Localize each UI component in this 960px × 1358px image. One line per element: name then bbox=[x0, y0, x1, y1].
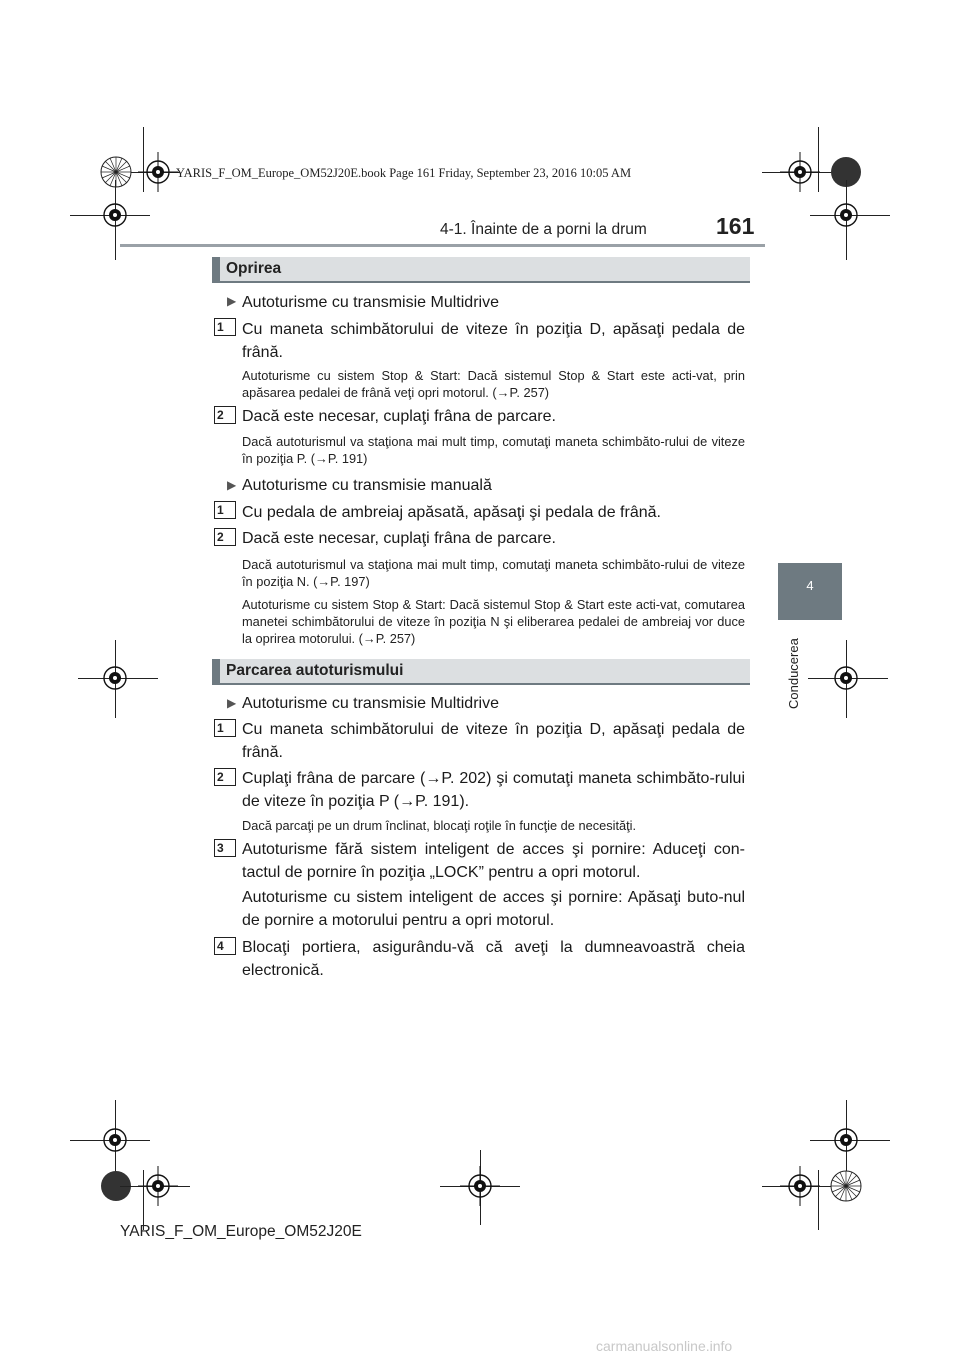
registration-mark-icon bbox=[826, 195, 866, 235]
watermark: carmanualsonline.info bbox=[596, 1338, 733, 1354]
step-note: Autoturisme cu sistem Stop & Start: Dacă sistemul Stop & Start este acti-vat, comutarea manetei schimbătorului de viteze în poziţia N şi eliberarea pedalei de ambreiaj vor duce la oprirea motorului. (→P. 257) bbox=[242, 597, 745, 646]
chapter-label-text: Conducerea bbox=[786, 638, 801, 709]
running-header: 4-1. Înainte de a porni la drum bbox=[440, 221, 647, 238]
step-number: 3 bbox=[214, 839, 236, 857]
step-number: 1 bbox=[214, 501, 236, 519]
section-heading-parking bbox=[212, 659, 750, 685]
starburst-mark-icon bbox=[100, 156, 132, 188]
step-text: Cu pedala de ambreiaj apăsată, apăsaţi şi pedala de frână. bbox=[242, 504, 661, 521]
subheading-multidrive: Autoturisme cu transmisie Multidrive bbox=[242, 695, 499, 712]
registration-mark-icon bbox=[138, 1166, 178, 1206]
registration-mark-icon bbox=[780, 1166, 820, 1206]
registration-mark-icon bbox=[95, 1120, 135, 1160]
page-number: 161 bbox=[716, 213, 755, 239]
step-text: Autoturisme fără sistem inteligent de acces şi pornire: Aduceţi con-tactul de pornire în poziţia „LOCK” pentru a opri motorul. bbox=[242, 841, 745, 881]
subheading-manual: Autoturisme cu transmisie manuală bbox=[242, 477, 492, 494]
header-rule bbox=[120, 244, 765, 247]
subheading-multidrive: Autoturisme cu transmisie Multidrive bbox=[242, 294, 499, 311]
registration-mark-icon bbox=[826, 658, 866, 698]
footer-code: YARIS_F_OM_Europe_OM52J20E bbox=[120, 1223, 362, 1240]
step-text: Cuplaţi frâna de parcare (→P. 202) şi comutaţi maneta schimbăto-rului de viteze în poziţia P (→P. 191). bbox=[242, 770, 745, 810]
registration-mark-icon bbox=[138, 152, 178, 192]
registration-mark-icon bbox=[826, 1120, 866, 1160]
step-text: Cu maneta schimbătorului de viteze în poziţia D, apăsaţi pedala de frână. bbox=[242, 721, 745, 761]
starburst-mark-icon bbox=[830, 1170, 862, 1202]
section-title: Parcarea autoturismului bbox=[226, 662, 404, 679]
registration-mark-icon bbox=[780, 152, 820, 192]
registration-mark-icon bbox=[460, 1166, 500, 1206]
right-triangle-icon: ▶ bbox=[227, 294, 237, 308]
step-number: 2 bbox=[214, 406, 236, 424]
section-heading-stopping bbox=[212, 257, 750, 283]
step-number: 2 bbox=[214, 768, 236, 786]
chapter-label bbox=[782, 631, 804, 711]
registration-mark-icon bbox=[95, 658, 135, 698]
step-number: 1 bbox=[214, 318, 236, 336]
step-note: Autoturisme cu sistem Stop & Start: Dacă sistemul Stop & Start este acti-vat, prin apăsarea pedalei de frână veţi opri motorul. (→P. 257) bbox=[242, 368, 745, 400]
print-info: YARIS_F_OM_Europe_OM52J20E.book Page 161 Friday, September 23, 2016 10:05 AM bbox=[176, 166, 632, 180]
step-text: Autoturisme cu sistem inteligent de acces şi pornire: Apăsaţi buto-nul de pornire a motorului pentru a opri motorul. bbox=[242, 889, 745, 929]
step-number: 4 bbox=[214, 937, 236, 955]
step-note: Dacă autoturismul va staţiona mai mult timp, comutaţi maneta schimbăto-rului de viteze în poziţia P. (→P. 191) bbox=[242, 434, 745, 466]
step-number: 1 bbox=[214, 719, 236, 737]
registration-mark-icon bbox=[95, 195, 135, 235]
step-note: Dacă autoturismul va staţiona mai mult timp, comutaţi maneta schimbăto-rului de viteze în poziţia N. (→P. 197) bbox=[242, 557, 745, 589]
chapter-number: 4 bbox=[806, 578, 814, 593]
step-text: Dacă este necesar, cuplaţi frâna de parcare. bbox=[242, 408, 556, 425]
step-number: 2 bbox=[214, 528, 236, 546]
chapter-tab bbox=[778, 563, 842, 620]
right-triangle-icon: ▶ bbox=[227, 696, 237, 710]
right-triangle-icon: ▶ bbox=[227, 478, 237, 492]
step-text: Cu maneta schimbătorului de viteze în poziţia D, apăsaţi pedala de frână. bbox=[242, 321, 745, 361]
step-note: Dacă parcaţi pe un drum înclinat, blocaţi roţile în funcţie de necesităţi. bbox=[242, 818, 637, 833]
step-text: Dacă este necesar, cuplaţi frâna de parcare. bbox=[242, 530, 556, 547]
section-title: Oprirea bbox=[226, 260, 282, 277]
step-text: Blocaţi portiera, asigurându-vă că aveţi la dumneavoastră cheia electronică. bbox=[242, 939, 745, 979]
